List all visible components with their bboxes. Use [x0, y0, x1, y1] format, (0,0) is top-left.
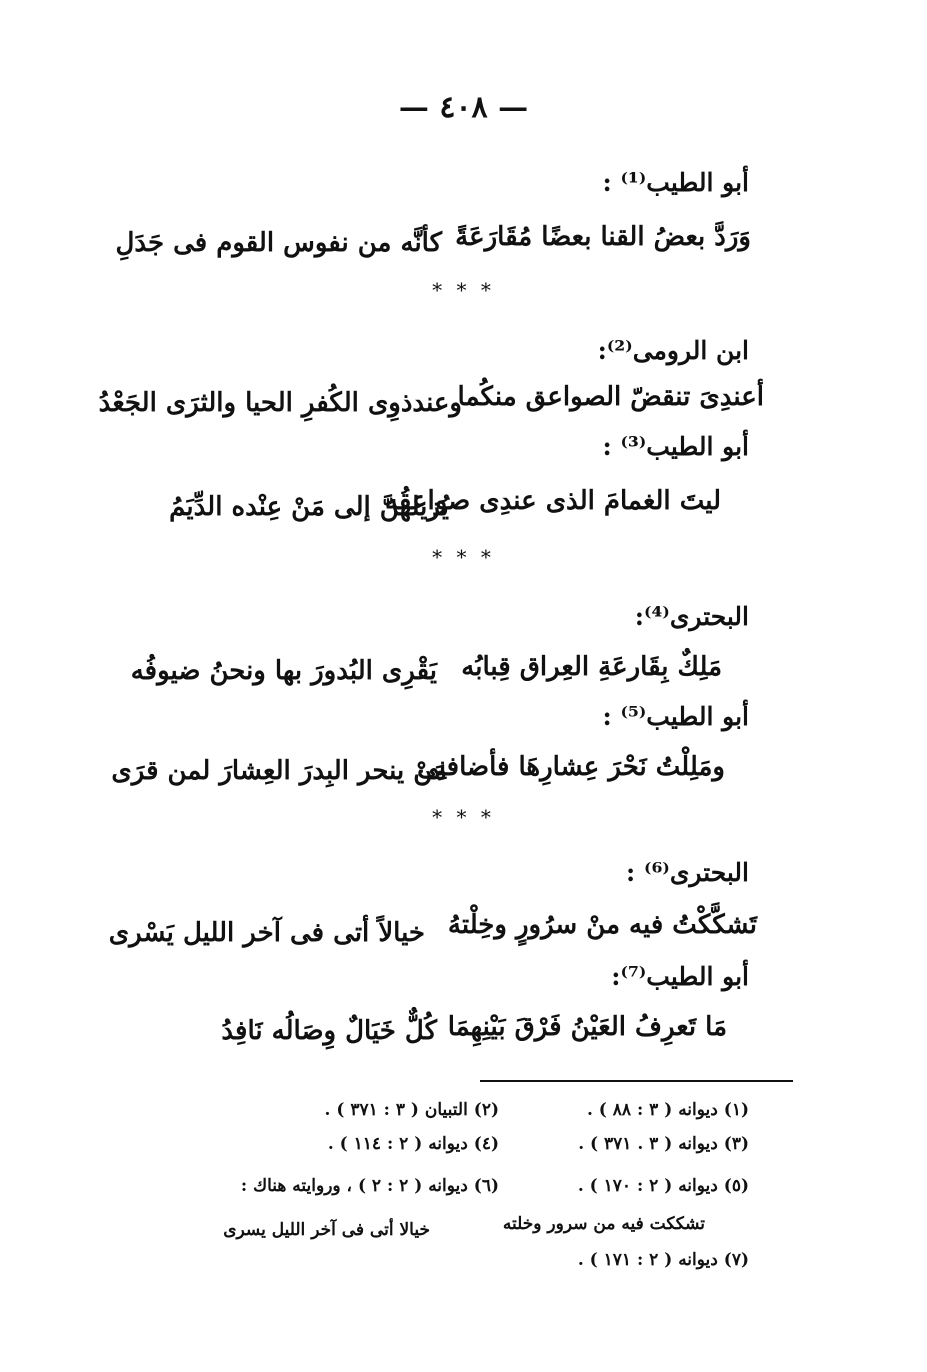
- poet-name: البحترى⁽⁴⁾:: [634, 602, 749, 631]
- footnote-6-verse-second: خيالا أتى فى آخر الليل يسرى: [223, 1220, 430, 1240]
- footnote-7: (٧) ديوانه ( ٢ : ١٧١ ) .: [577, 1250, 749, 1270]
- footnote-5: (٥) ديوانه ( ٢ : ١٧٠ ) .: [577, 1176, 749, 1196]
- verse-first-hemistich: ومَلِلْتُ نَحْرَ عِشارِهَا فأضافنِى: [417, 752, 725, 782]
- verse-second-hemistich: خيالاً أتى فى آخر الليل يَسْرى: [108, 918, 425, 948]
- footnote-2: (٢) التبيان ( ٣ : ٣٧١ ) .: [324, 1100, 499, 1120]
- poet-name: أبو الطيب⁽⁵⁾ :: [602, 702, 749, 731]
- verse-first-hemistich: مَلِكٌ بِقَارعَةِ العِراق قِبابُه: [461, 652, 722, 682]
- footnote-divider: [480, 1080, 793, 1082]
- poet-name: ابن الرومى⁽²⁾:: [597, 336, 749, 365]
- section-separator: * * *: [432, 545, 495, 569]
- footnote-6: (٦) ديوانه ( ٢ : ٢ ) ، وروايته هناك :: [240, 1176, 499, 1196]
- footnote-3: (٣) ديوانه ( ٣ . ٣٧١ ) .: [578, 1134, 749, 1154]
- footnote-4: (٤) ديوانه ( ٢ : ١١٤ ) .: [327, 1134, 499, 1154]
- verse-first-hemistich: تَشكَّكْتُ فيه منْ سرُورٍ وخِلْتهُ: [447, 910, 757, 940]
- section-separator: * * *: [432, 278, 495, 302]
- footnote-1: (١) ديوانه ( ٣ : ٨٨ ) .: [586, 1100, 749, 1120]
- verse-second-hemistich: مَنْ ينحر البِدرَ العِشارَ لمن قرَى: [111, 756, 447, 786]
- poet-name: البحترى⁽⁶⁾ :: [626, 858, 749, 887]
- verse-second-hemistich: وعندذوِى الكُفرِ الحيا والثرَى الجَعْدُ: [98, 388, 462, 418]
- footnote-6-verse-first: تشككت فيه من سرور وخلته: [502, 1214, 705, 1234]
- poet-name: أبو الطيب⁽³⁾ :: [602, 432, 749, 461]
- poet-name: أبو الطيب⁽⁷⁾:: [611, 962, 749, 991]
- verse-first-hemistich: مَا تَعرِفُ العَيْنُ فَرْقَ بَيْنِهِمَا: [447, 1012, 727, 1042]
- page-number: — ٤٠٨ —: [398, 90, 529, 125]
- verse-second-hemistich: يُزيلهنَّ إلى مَنْ عِنْده الدِّيَمُ: [169, 492, 449, 522]
- verse-first-hemistich: ليتَ الغمامَ الذى عندِى صواعقُه: [384, 486, 721, 516]
- verse-first-hemistich: وَرَدَّ بعضُ القنا بعضًا مُقَارَعَةً: [455, 222, 751, 252]
- verse-second-hemistich: كأنَّه من نفوس القوم فى جَدَلِ: [115, 228, 442, 258]
- verse-second-hemistich: يَقْرِى البُدورَ بها ونحنُ ضيوفُه: [130, 656, 437, 686]
- section-separator: * * *: [432, 805, 495, 829]
- poet-name: أبو الطيب⁽¹⁾ :: [602, 168, 749, 197]
- verse-first-hemistich: أعندِىَ تنقضّ الصواعق منكُما: [457, 382, 764, 412]
- verse-second-hemistich: كُلٌّ خَيَالٌ وِصَالُه نَافِدُ: [221, 1016, 437, 1046]
